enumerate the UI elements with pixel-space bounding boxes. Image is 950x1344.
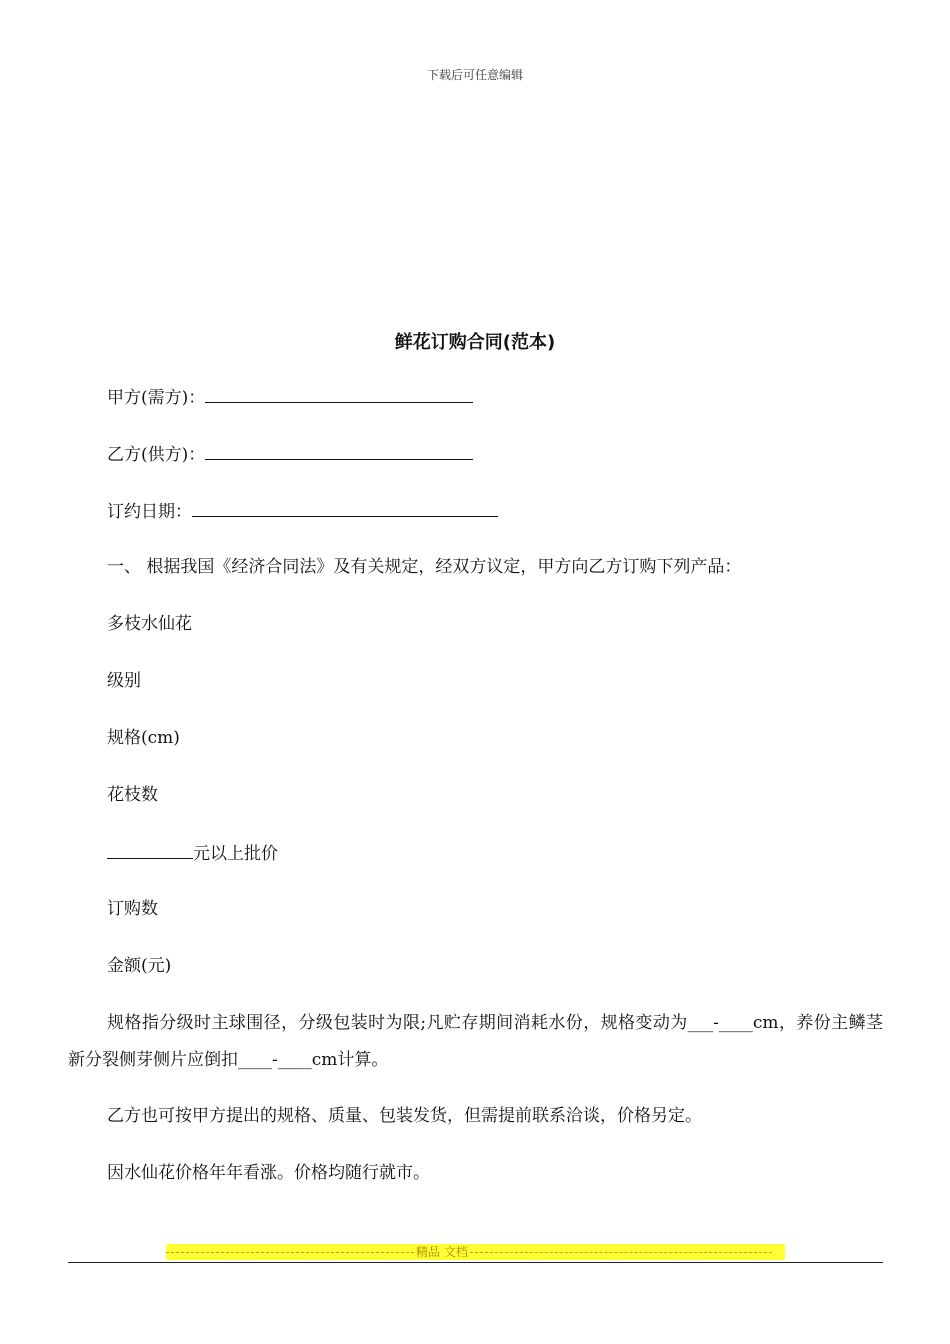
- grade-label: 级别: [107, 671, 141, 691]
- spec-label: 规格(cm): [107, 728, 180, 748]
- footer-dash-right: [470, 1252, 772, 1253]
- custom-note-paragraph: 乙方也可按甲方提出的规格、质量、包装发货，但需提前联系洽谈，价格另定。: [107, 1106, 702, 1126]
- footer-dash-left: [166, 1252, 414, 1253]
- spec-note-paragraph: 规格指分级时主球围径，分级包装时为限;凡贮存期间消耗水份，规格变动为___-____cm，养份主鳞茎新分裂侧芽侧片应倒扣____-____cm计算。: [68, 1013, 883, 1070]
- party-a-line: [107, 384, 473, 410]
- party-a-blank: [205, 384, 473, 403]
- order-date-blank: [192, 498, 498, 517]
- order-date-label: 订约日期：: [107, 502, 192, 522]
- order-date-line: [107, 498, 498, 524]
- party-a-label: 甲方(需方)：: [107, 388, 206, 408]
- header-note: 下载后可任意编辑: [426, 68, 523, 82]
- party-b-label: 乙方(供方)：: [107, 445, 206, 465]
- amount-label: 金额(元): [107, 956, 172, 976]
- contract-title: 鲜花订购合同(范本): [394, 332, 556, 353]
- clause-one: 一、 根据我国《经济合同法》及有关规定，经双方议定，甲方向乙方订购下列产品：: [107, 557, 742, 577]
- stems-label: 花枝数: [107, 785, 158, 805]
- quantity-label: 订购数: [107, 899, 158, 919]
- price-blank: [107, 840, 193, 859]
- price-note-paragraph: 因水仙花价格年年看涨。价格均随行就市。: [107, 1163, 430, 1183]
- price-suffix: 元以上批价: [193, 844, 278, 864]
- price-line: [107, 840, 278, 866]
- party-b-blank: [205, 441, 473, 460]
- footer-rule: [68, 1262, 883, 1263]
- party-b-line: [107, 441, 473, 467]
- product-name: 多枝水仙花: [107, 614, 192, 634]
- footer-label: 精品 文档: [416, 1245, 468, 1259]
- footer-banner: [166, 1244, 785, 1260]
